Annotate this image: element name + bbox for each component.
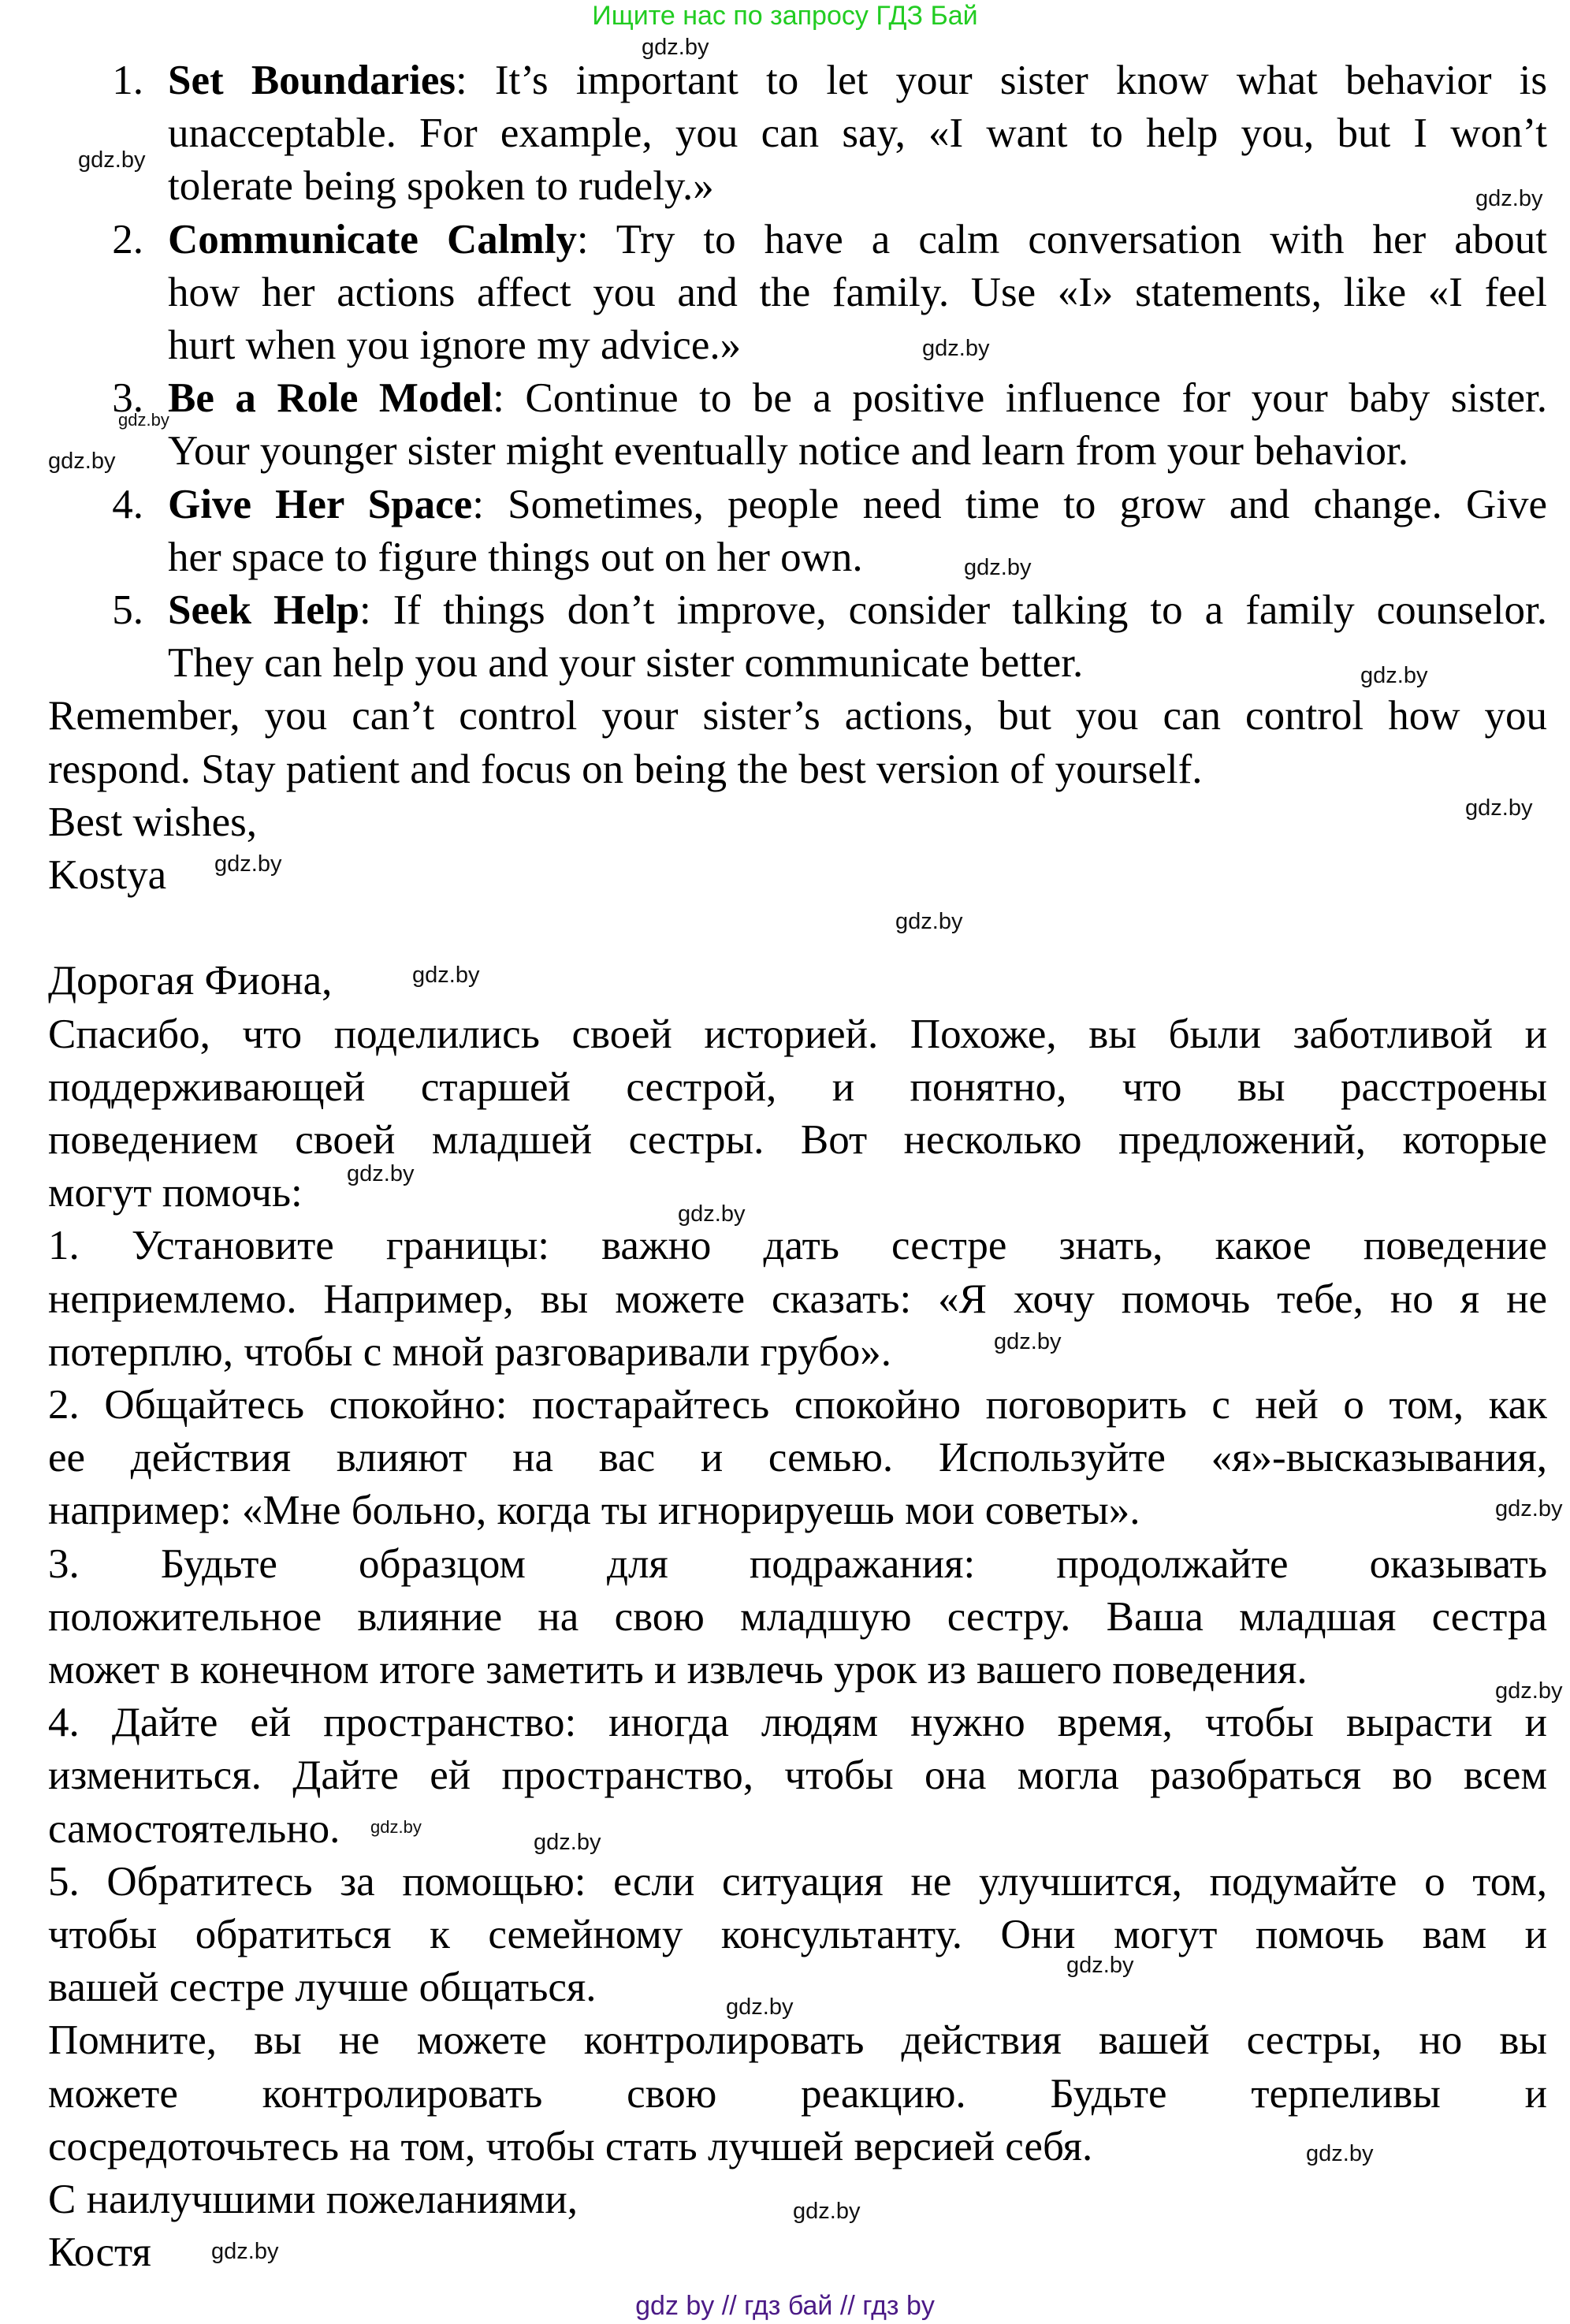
watermark: gdz.by [726,1994,794,2020]
paragraph-line: 2. Общайтесь спокойно: постарайтесь спокойно поговорить с ней о том, как [48,1382,1547,1428]
watermark: gdz.by [895,909,963,934]
watermark: gdz.by [1066,1953,1134,1978]
paragraph-line: чтобы обратиться к семейному консультанту. Они могут помочь вам и [48,1912,1547,1957]
list-item-line: tolerate being spoken to rudely.» [168,163,714,210]
watermark: gdz.by [78,147,146,173]
list-item-title: Communicate Calmly [168,216,577,263]
list-number: 4. [112,481,143,527]
watermark: gdz.by [1360,663,1428,688]
paragraph-line: 3. Будьте образцом для подражания: продолжайте оказывать [48,1540,1547,1587]
footer-links[interactable]: gdz by // гдз бай // гдз by [635,2291,935,2321]
paragraph-line: Помните, вы не можете контролировать действия вашей сестры, но вы [48,2017,1547,2064]
watermark: gdz.by [1495,1678,1563,1704]
list-number: 5. [112,587,143,633]
watermark: gdz.by [994,1329,1062,1354]
paragraph-line: 5. Обратитесь за помощью: если ситуация не улучшится, подумайте о том, [48,1858,1547,1905]
list-item-line: Your younger sister might eventually notice and learn from your behavior. [168,428,1408,475]
list-item-line: Be a Role Model: Continue to be a positive influence for your baby sister. [168,375,1547,422]
watermark: gdz.by [642,35,709,60]
paragraph-line: можете контролировать свою реакцию. Будьте терпеливы и [48,2070,1547,2117]
list-item-title: Be a Role Model [168,375,493,422]
paragraph-line: поддерживающей старшей сестрой, и понятно, что вы расстроены [48,1063,1547,1110]
watermark: gdz.by [1465,795,1533,821]
watermark: gdz.by [678,1201,746,1227]
paragraph-line: неприемлемо. Например, вы можете сказать: «Я хочу помочь тебе, но я не [48,1276,1547,1322]
list-number: 3. [112,375,143,422]
paragraph-line: могут помочь: [48,1170,303,1216]
watermark: gdz.by [1495,1496,1563,1521]
watermark: gdz.by [211,2239,279,2264]
paragraph-line: Дорогая Фиона, [48,958,333,1004]
paragraph-line: ее действия влияют на вас и семью. Используйте «я»-высказывания, [48,1435,1547,1481]
paragraph-line: Best wishes, [48,799,257,845]
list-item-title: Give Her Space [168,481,473,527]
paragraph-line: поведением своей младшей сестры. Вот несколько предложений, которые [48,1117,1547,1163]
watermark: gdz.by [370,1817,422,1837]
watermark: gdz.by [964,555,1032,580]
paragraph-line: может в конечном итоге заметить и извлечь урок из вашего поведения. [48,1647,1308,1693]
paragraph-line: Remember, you can’t control your sister’s actions, but you can control how you [48,693,1547,739]
watermark: gdz.by [48,449,116,474]
paragraph-line: Спасибо, что поделились своей историей. Похоже, вы были заботливой и [48,1011,1547,1057]
paragraph-line: Kostya [48,852,167,898]
paragraph-line: 4. Дайте ей пространство: иногда людям нужно время, чтобы вырасти и [48,1700,1547,1746]
list-number: 1. [112,58,143,103]
paragraph-line: потерплю, чтобы с мной разговаривали грубо». [48,1328,892,1375]
paragraph-line: измениться. Дайте ей пространство, чтобы она могла разобраться во всем [48,1752,1547,1799]
list-item-title: Seek Help [168,587,359,633]
list-item-line: Give Her Space: Sometimes, people need time to grow and change. Give [168,481,1547,527]
paragraph-line: положительное влияние на свою младшую сестру. Ваша младшая сестра [48,1593,1547,1640]
watermark: gdz.by [793,2199,861,2224]
watermark: gdz.by [347,1161,415,1186]
watermark: gdz.by [214,851,282,877]
list-item-line: her space to figure things out on her own. [168,534,863,580]
paragraph-line: respond. Stay patient and focus on being the best version of yourself. [48,746,1203,792]
list-item-line: unacceptable. For example, you can say, «I want to help you, but I won’t [168,110,1547,157]
list-item-line: Seek Help: If things don’t improve, consider talking to a family counselor. [168,587,1547,633]
list-number: 2. [112,216,143,263]
watermark: gdz.by [1475,186,1543,211]
watermark: gdz.by [534,1830,601,1855]
watermark: gdz.by [922,336,990,361]
list-item-title: Set Boundaries [168,58,456,103]
site-banner[interactable]: Ищите нас по запросу ГДЗ Бай [592,1,978,31]
paragraph-line: например: «Мне больно, когда ты игнорируешь мои советы». [48,1488,1140,1534]
watermark: gdz.by [1306,2141,1374,2166]
watermark: gdz.by [118,410,169,430]
list-item-line: They can help you and your sister communicate better. [168,640,1084,687]
paragraph-line: самостоятельно. [48,1805,340,1852]
paragraph-line: С наилучшими пожеланиями, [48,2177,578,2222]
watermark: gdz.by [412,963,480,988]
list-item-line: Communicate Calmly: Try to have a calm conversation with her about [168,216,1547,263]
paragraph-line: Костя [48,2229,151,2276]
paragraph-line: вашей сестре лучше общаться. [48,1965,597,2011]
paragraph-line: 1. Установите границы: важно дать сестре знать, какое поведение [48,1223,1547,1269]
list-item-line: how her actions affect you and the family. Use «I» statements, like «I feel [168,269,1547,315]
list-item-line: Set Boundaries: It’s important to let your sister know what behavior is [168,58,1547,103]
list-item-line: hurt when you ignore my advice.» [168,322,742,368]
paragraph-line: сосредоточьтесь на том, чтобы стать лучшей версией себя. [48,2123,1093,2169]
